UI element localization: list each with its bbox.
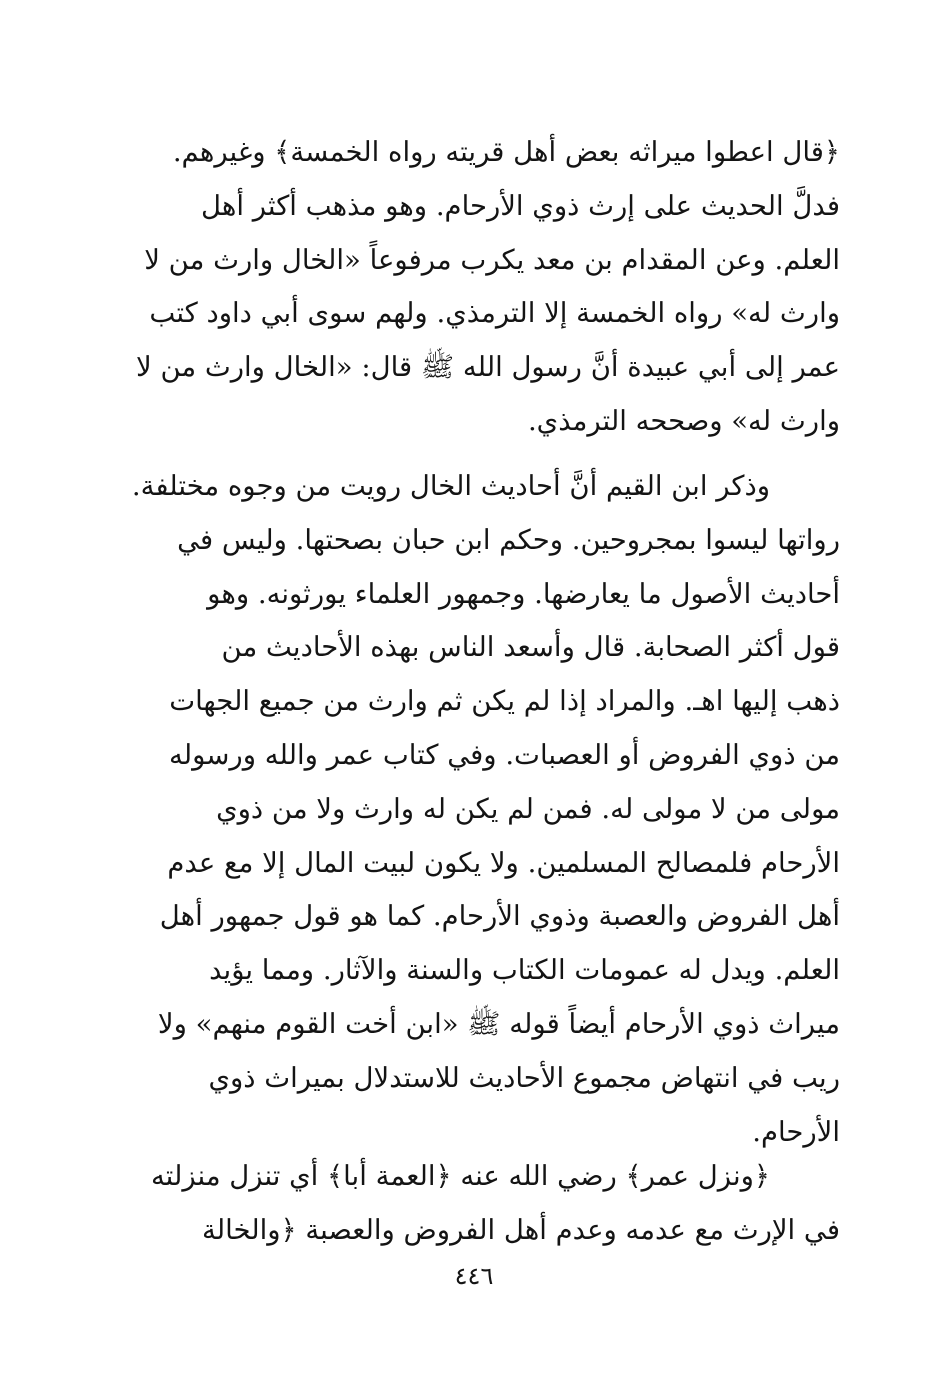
text-line: من ذوي الفروض أو العصبات. وفي كتاب عمر والله ورسوله [169,738,840,771]
text-line: وارث له» رواه الخمسة إلا الترمذي. ولهم سوى أبي داود كتب [149,297,840,330]
text-line: ميراث ذوي الأرحام أيضاً قوله ﷺ «ابن أخت القوم منهم» ولا [157,1007,840,1040]
paragraph-3 [118,1150,840,1258]
text-line: ريب في انتهاض مجموع الأحاديث للاستدلال بميراث ذوي [208,1061,840,1094]
text-line: ذهب إليها اهـ. والمراد إذا لم يكن ثم وارث من جميع الجهات [169,685,840,718]
text-line: فدلَّ الحديث على إرث ذوي الأرحام. وهو مذهب أكثر أهل [201,189,840,222]
text-line: في الإرث مع عدمه وعدم أهل الفروض والعصبة ﴿والخالة [201,1213,840,1246]
text-line: الأرحام. [752,1115,840,1148]
text-line: ﴿ونزل عمر﴾ رضي الله عنه ﴿العمة أبا﴾ أي تنزل منزلته [150,1160,770,1192]
text-line: العلم. وعن المقدام بن معد يكرب مرفوعاً «الخال وارث من لا [144,243,840,276]
text-line: العلم. ويدل له عمومات الكتاب والسنة والآثار. ومما يؤيد [209,954,840,987]
text-line: وارث له» وصححه الترمذي. [527,404,840,437]
text-line: قول أكثر الصحابة. قال وأسعد الناس بهذه الأحاديث من [221,631,840,664]
paragraph-1 [118,126,840,449]
page-number: ٤٤٦ [454,1262,494,1290]
text-line: عمر إلى أبي عبيدة أنَّ رسول الله ﷺ قال: «الخال وارث من لا [136,351,840,384]
text-line: الأرحام فلمصالح المسلمين. ولا يكون لبيت المال إلا مع عدم [167,846,840,879]
text-line: أهل الفروض والعصبة وذوي الأرحام. كما هو قول جمهور أهل [159,900,840,933]
text-line: وذكر ابن القيم أنَّ أحاديث الخال رويت من وجوه مختلفة. [131,470,770,502]
paragraph-2 [118,460,840,1159]
text-line: مولى من لا مولى له. فمن لم يكن له وارث ولا من ذوي [216,792,840,825]
text-line: ﴿قال اعطوا ميراثه بعض أهل قريته رواه الخمسة﴾ وغيرهم. [172,136,840,168]
text-line: أحاديث الأصول ما يعارضها. وجمهور العلماء يورثونه. وهو [207,577,840,610]
text-line: رواتها ليسوا بمجروحين. وحكم ابن حبان بصحتها. وليس في [177,523,840,556]
